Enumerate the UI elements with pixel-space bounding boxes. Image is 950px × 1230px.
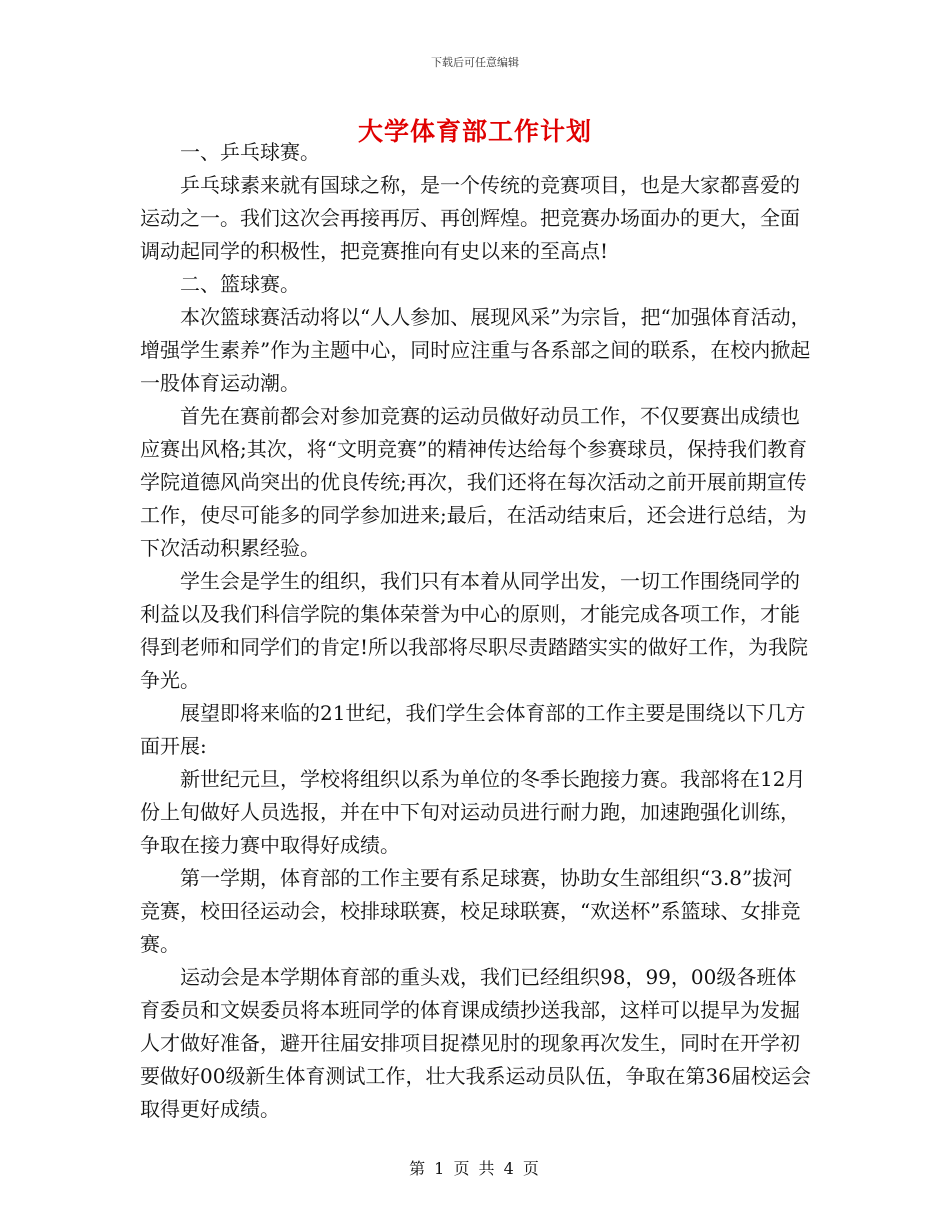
paragraph: 本次篮球赛活动将以“人人参加、展现风采”为宗旨，把“加强体育活动，增强学生素养”作为主题中心，同时应注重与各系部之间的联系，在校内掀起一股体育运动潮。	[140, 305, 811, 395]
document-body	[140, 136, 812, 1126]
paragraph: 运动会是本学期体育部的重头戏，我们已经组织98，99，00级各班体育委员和文娱委员将本班同学的体育课成绩抄送我部，这样可以提早为发掘人才做好准备，避开往届安排项目捉襟见肘的现象再次发生，同时在开学初要做好00级新生体育测试工作，壮大我系运动员队伍，争取在第36届校运会取得更好成绩。	[140, 965, 811, 1121]
paragraph: 新世纪元旦，学校将组织以系为单位的冬季长跑接力赛。我部将在12月份上旬做好人员选报，并在中下旬对运动员进行耐力跑，加速跑强化训练，争取在接力赛中取得好成绩。	[140, 767, 806, 857]
page-footer: 第 1 页 共 4 页	[409, 1159, 541, 1178]
paragraph: 学生会是学生的组织，我们只有本着从同学出发，一切工作围绕同学的利益以及我们科信学院的集体荣誉为中心的原则，才能完成各项工作，才能得到老师和同学们的肯定!所以我部将尽职尽责踏踏实实的做好工作，为我院争光。	[140, 569, 809, 692]
paragraph: 第一学期，体育部的工作主要有系足球赛，协助女生部组织“3.8”拔河竞赛，校田径运动会，校排球联赛，校足球联赛，“欢送杯”系篮球、女排竞赛。	[140, 866, 801, 956]
paragraph: 乒乓球素来就有国球之称，是一个传统的竞赛项目，也是大家都喜爱的运动之一。我们这次会再接再厉、再创辉煌。把竞赛办场面办的更大，全面调动起同学的积极性，把竞赛推向有史以来的至高点!	[140, 173, 800, 263]
page-header: 下载后可任意编辑	[431, 56, 519, 69]
section-heading: 一、乒乓球赛。	[180, 140, 320, 164]
paragraph: 首先在赛前都会对参加竞赛的运动员做好动员工作，不仅要赛出成绩也应赛出风格;其次，将“文明竞赛”的精神传达给每个参赛球员，保持我们教育学院道德风尚突出的优良传统;再次，我们还将在每次活动之前开展前期宣传工作，使尽可能多的同学参加进来;最后，在活动结束后，还会进行总结，为下次活动积累经验。	[140, 404, 808, 560]
section-heading: 二、篮球赛。	[180, 272, 300, 296]
paragraph: 展望即将来临的21世纪，我们学生会体育部的工作主要是围绕以下几方面开展:	[140, 701, 806, 758]
document-title: 大学体育部工作计划	[357, 117, 592, 146]
